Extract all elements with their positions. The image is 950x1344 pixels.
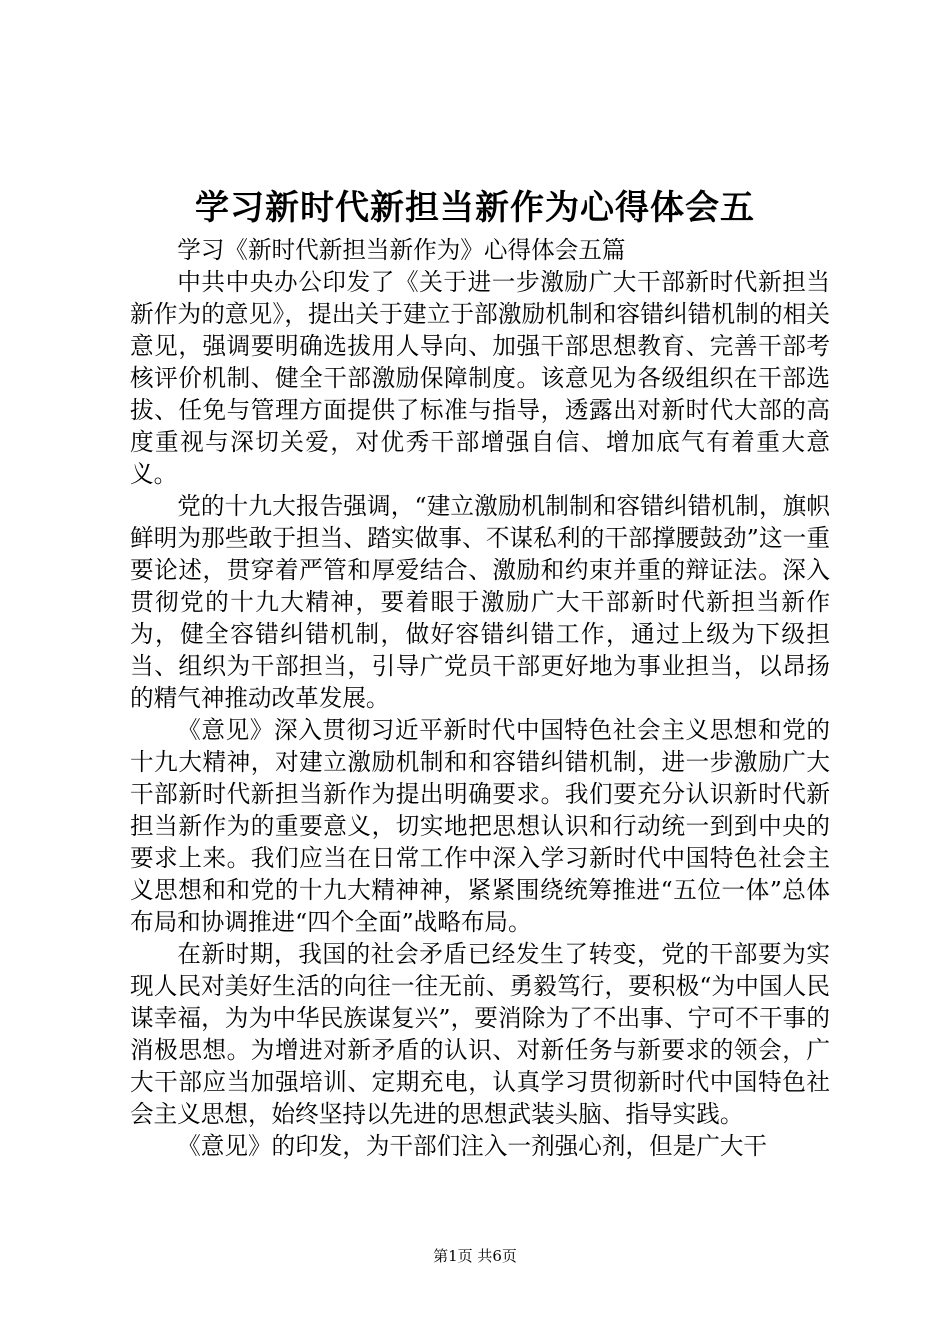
document-body (130, 234, 830, 1162)
paragraph: 《意见》的印发，为干部们注入一剂强心剂，但是广大干 (177, 1132, 768, 1160)
document-subtitle: 学习《新时代新担当新作为》心得体会五篇 (177, 236, 626, 264)
paragraph: 中共中央办公印发了《关于进一步激励广大干部新时代新担当新作为的意见》，提出关于建立于部激励机制和容错纠错机制的相关意见，强调要明确选拔用人导向、加强干部思想教育、完善干部考核评价机制、健全干部激励保障制度。该意见为各级组织在干部选拔、任免与管理方面提供了标准与指导，透露出对新时代大部的高度重视与深切关爱，对优秀干部增强自信、增加底气有着重大意义。 (130, 268, 830, 488)
paragraph: 在新时期，我国的社会矛盾已经发生了转变，党的干部要为实现人民对美好生活的向往一往无前、勇毅笃行，要积极“为中国人民谋幸福，为为中华民族谋复兴”，要消除为了不出事、宁可不干事的消极思想。为增进对新矛盾的认识、对新任务与新要求的领会，广大干部应当加强培训、定期充电，认真学习贯彻新时代中国特色社会主义思想，始终坚持以先进的思想武装头脑、指导实践。 (130, 940, 830, 1128)
paragraph: 《意见》深入贯彻习近平新时代中国特色社会主义思想和党的十九大精神，对建立激励机制和和容错纠错机制，进一步激励广大干部新时代新担当新作为提出明确要求。我们要充分认识新时代新担当新作为的重要意义，切实地把思想认识和行动统一到到中央的要求上来。我们应当在日常工作中深入学习新时代中国特色社会主义思想和和党的十九大精神神，紧紧围绕统筹推进“五位一体”总体布局和协调推进“四个全面”战略布局。 (130, 716, 830, 936)
paragraph: 党的十九大报告强调，“建立激励机制制和容错纠错机制，旗帜鲜明为那些敢于担当、踏实做事、不谋私利的干部撑腰鼓劲”这一重要论述，贯穿着严管和厚爱结合、激励和约束并重的辩证法。深入贯彻党的十九大精神，要着眼于激励广大干部新时代新担当新作为，健全容错纠错机制，做好容错纠错工作，通过上级为下级担当、组织为干部担当，引导广党员干部更好地为事业担当，以昂扬的精气神推动改革发展。 (130, 492, 830, 712)
page-number-footer: 第1页 共6页 (433, 1247, 517, 1265)
page-title: 学习新时代新担当新作为心得体会五 (195, 188, 755, 228)
